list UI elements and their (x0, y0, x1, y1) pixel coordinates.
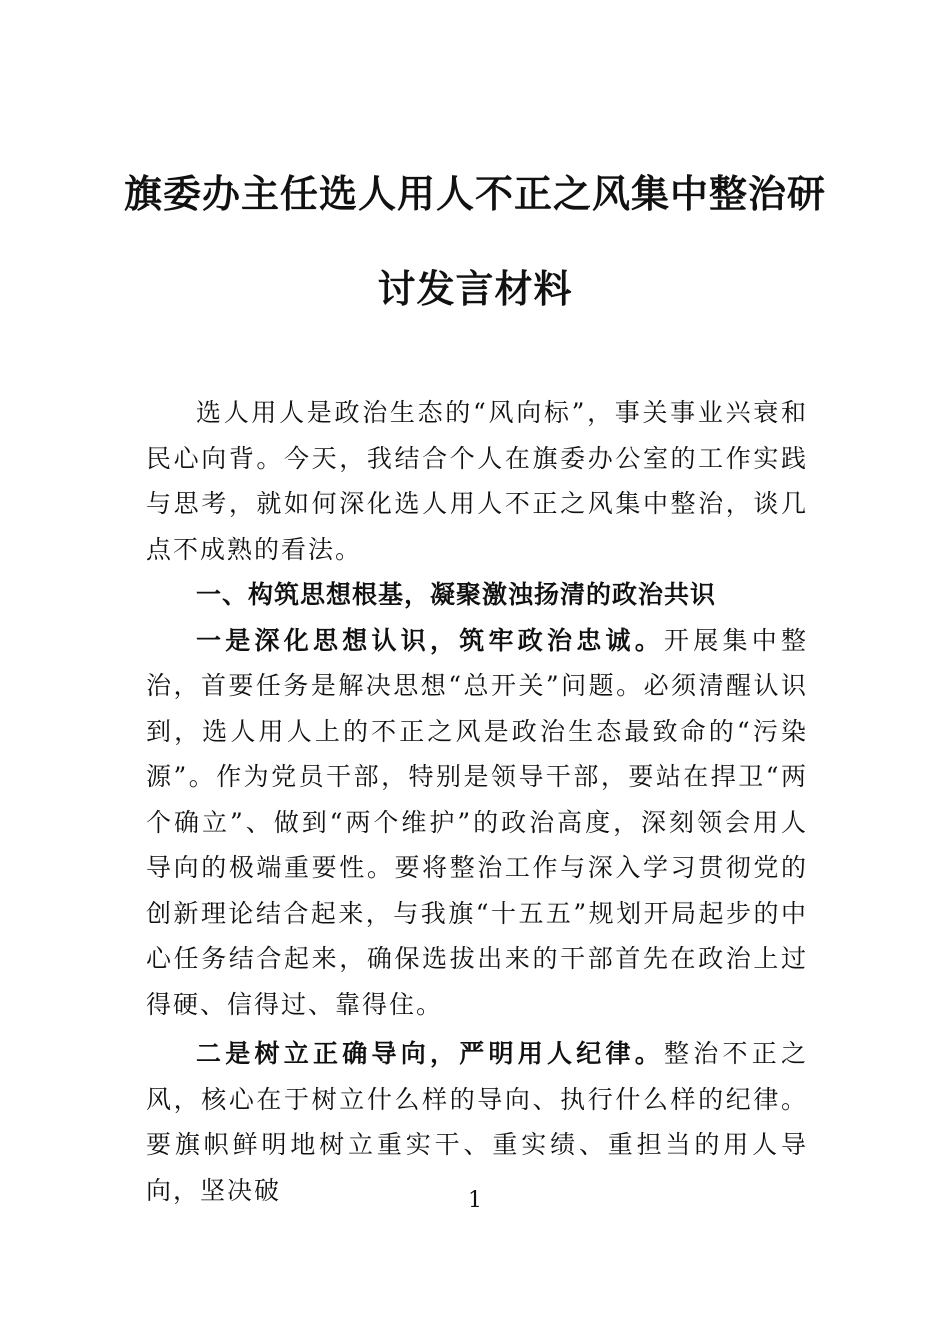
paragraph-1 (146, 618, 808, 1028)
intro-paragraph: 选人用人是政治生态的“风向标”，事关事业兴衰和民心向背。今天，我结合个人在旗委办公室的工作实践与思考，就如何深化选人用人不正之风集中整治，谈几点不成熟的看法。 (146, 398, 808, 564)
paragraph-2-lead: 二是树立正确导向，严明用人纪律。 (196, 1039, 664, 1068)
paragraph-2 (146, 1031, 808, 1213)
paragraph-2-text: 整治不正之风，核心在于树立什么样的导向、执行什么样的纪律。要旗帜鲜明地树立重实干、重实绩、重担当的用人导向，坚决破 (146, 1039, 808, 1205)
section-1-heading: 一、构筑思想根基，凝聚激浊扬清的政治共识 (196, 580, 717, 609)
paragraph-1-text: 开展集中整治，首要任务是解决思想“总开关”问题。必须清醒认识到，选人用人上的不正之风是政治生态最致命的“污染源”。作为党员干部，特别是领导干部，要站在捍卫“两个确立”、做到“两个维护”的政治高度，深刻领会用人导向的极端重要性。要将整治工作与深入学习贯彻党的创新理论结合起来，与我旗“十五五”规划开局起步的中心任务结合起来，确保选拔出来的干部首先在政治上过得硬、信得过、靠得住。 (146, 625, 808, 1019)
document-title-line-1: 旗委办主任选人用人不正之风集中整治研 (123, 171, 826, 216)
page-number: 1 (468, 1188, 482, 1213)
document-body (146, 390, 808, 1213)
paragraph-1-lead: 一是深化思想认识，筑牢政治忠诚。 (196, 625, 664, 655)
document-title-line-2: 讨发言材料 (377, 266, 573, 311)
